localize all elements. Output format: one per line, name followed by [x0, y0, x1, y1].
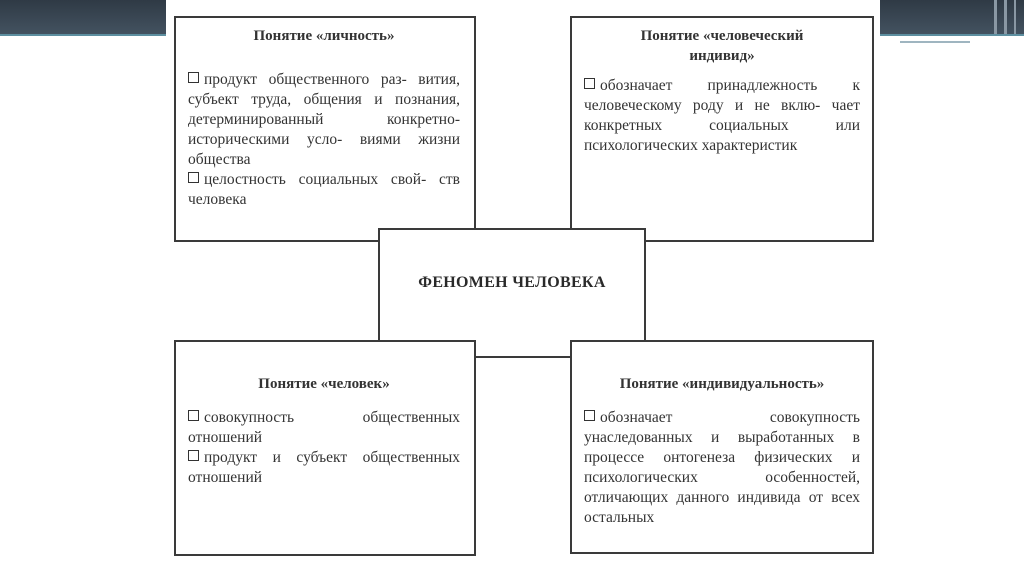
- top-left-theme-bar: [0, 0, 166, 34]
- corner-line-decoration: [1014, 0, 1016, 34]
- box-human-individual: [570, 16, 874, 242]
- box-human-phenomenon: [378, 228, 646, 358]
- box-personality: [174, 16, 476, 242]
- top-left-accent-stripe: [0, 34, 166, 36]
- top-right-accent-stripe: [880, 34, 1024, 36]
- checkbox-bullet-icon: [188, 172, 199, 183]
- box-individuality: [570, 340, 874, 554]
- checkbox-bullet-icon: [188, 72, 199, 83]
- slide-canvas: [166, 0, 880, 574]
- box-human-individual-item-1: обозначает принадлежность к человеческому роду и не вклю- чает конкретных социальных или психологических характеристик: [584, 77, 860, 154]
- box-human-item-1: совокупность общественных отношений: [188, 409, 460, 446]
- box-individuality-title: Понятие «индивидуальность»: [619, 376, 825, 392]
- box-personality-item-1: продукт общественного раз- вития, субъект труда, общения и познания, детерминированный конкретно-историческими усло- виями жизни общества: [188, 71, 460, 168]
- top-right-theme-bar: [880, 0, 1024, 34]
- checkbox-bullet-icon: [584, 410, 595, 421]
- box-personality-item-2: целостность социальных свой- ств человека: [188, 171, 460, 208]
- checkbox-bullet-icon: [188, 450, 199, 461]
- center-title: ФЕНОМЕН ЧЕЛОВЕКА: [418, 274, 606, 291]
- box-individuality-item-1: обозначает совокупность унаследованных и выработанных в процессе онтогенеза физических и психологических особенностей, отличающих данного индивида от всех остальных: [584, 409, 860, 526]
- small-accent-line: [900, 41, 970, 43]
- box-human-item-2: продукт и субъект общественных отношений: [188, 449, 460, 486]
- box-human: [174, 340, 476, 556]
- box-personality-title: Понятие «личность»: [253, 28, 395, 44]
- box-human-title: Понятие «человек»: [258, 376, 390, 392]
- checkbox-bullet-icon: [188, 410, 199, 421]
- corner-line-decoration: [1004, 0, 1007, 34]
- box-human-individual-title: Понятие «человеческий индивид»: [640, 28, 804, 64]
- checkbox-bullet-icon: [584, 78, 595, 89]
- corner-line-decoration: [994, 0, 997, 34]
